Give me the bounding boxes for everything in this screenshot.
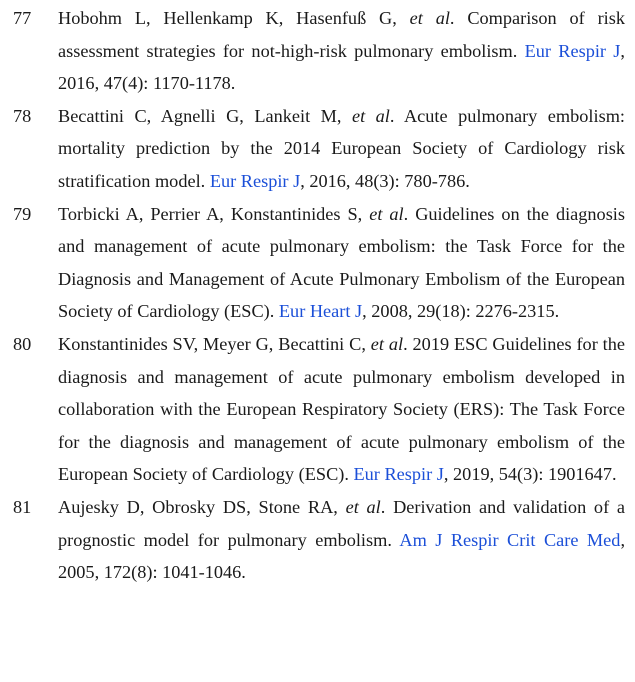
reference-et-al: et al [369,203,404,224]
reference-item [0,2,635,100]
reference-item [0,198,635,328]
reference-citation: , 2019, 54(3): 1901647. [443,464,617,485]
reference-journal-link[interactable]: Eur Heart J [278,301,363,322]
reference-et-al: et al [370,333,404,354]
reference-authors: Konstantinides SV, Meyer G, Becattini C, [58,333,366,354]
reference-title: . 2019 ESC Guidelines for the diagnosis and management of acute pulmonary embolism developed in collaboration with the European Respiratory Society (ERS): The Task Force for the diagnosis and management of acute pulmonary embolism of the European Society of Cardiology (ESC). [58,333,626,485]
reference-journal-link[interactable]: Eur Respir J [524,40,621,61]
reference-title: . Guidelines on the diagnosis and management of acute pulmonary embolism: the Task Force for the Diagnosis and Management of Acute Pulmonary Embolism of the European Society of Cardiology (ESC). [58,203,626,322]
reference-item [0,328,635,491]
reference-journal-link[interactable]: Am J Respir Crit Care Med [399,529,621,550]
reference-list [0,2,635,589]
reference-title: . Acute pulmonary embolism: mortality prediction by the 2014 European Society of Cardiology risk stratification model. [58,105,625,191]
reference-citation: , 2005, 172(8): 1041-1046. [58,529,626,583]
reference-citation: , 2016, 48(3): 780-786. [300,170,470,191]
reference-authors: Becattini C, Agnelli G, Lankeit M, [58,105,342,126]
reference-number: 80 [13,333,32,354]
reference-item [0,491,635,589]
reference-citation: , 2016, 47(4): 1170-1178. [58,40,625,94]
reference-authors: Hobohm L, Hellenkamp K, Hasenfuß G, [58,8,397,28]
reference-title: . Comparison of risk assessment strategies for not-high-risk pulmonary embolism. [58,8,626,61]
reference-authors: Aujesky D, Obrosky DS, Stone RA, [58,496,338,517]
reference-authors: Torbicki A, Perrier A, Konstantinides S, [58,203,363,224]
reference-et-al: et al [351,105,390,126]
reference-et-al: et al [409,8,450,28]
reference-et-al: et al [345,496,381,517]
reference-number: 81 [13,496,32,517]
reference-title: . Derivation and validation of a prognostic model for pulmonary embolism. [58,496,626,550]
reference-number: 77 [13,8,32,28]
reference-number: 78 [13,105,32,126]
reference-number: 79 [13,203,32,224]
reference-item [0,100,635,198]
reference-journal-link[interactable]: Eur Respir J [209,170,301,191]
reference-journal-link[interactable]: Eur Respir J [353,464,444,485]
reference-citation: , 2008, 29(18): 2276-2315. [362,301,560,322]
